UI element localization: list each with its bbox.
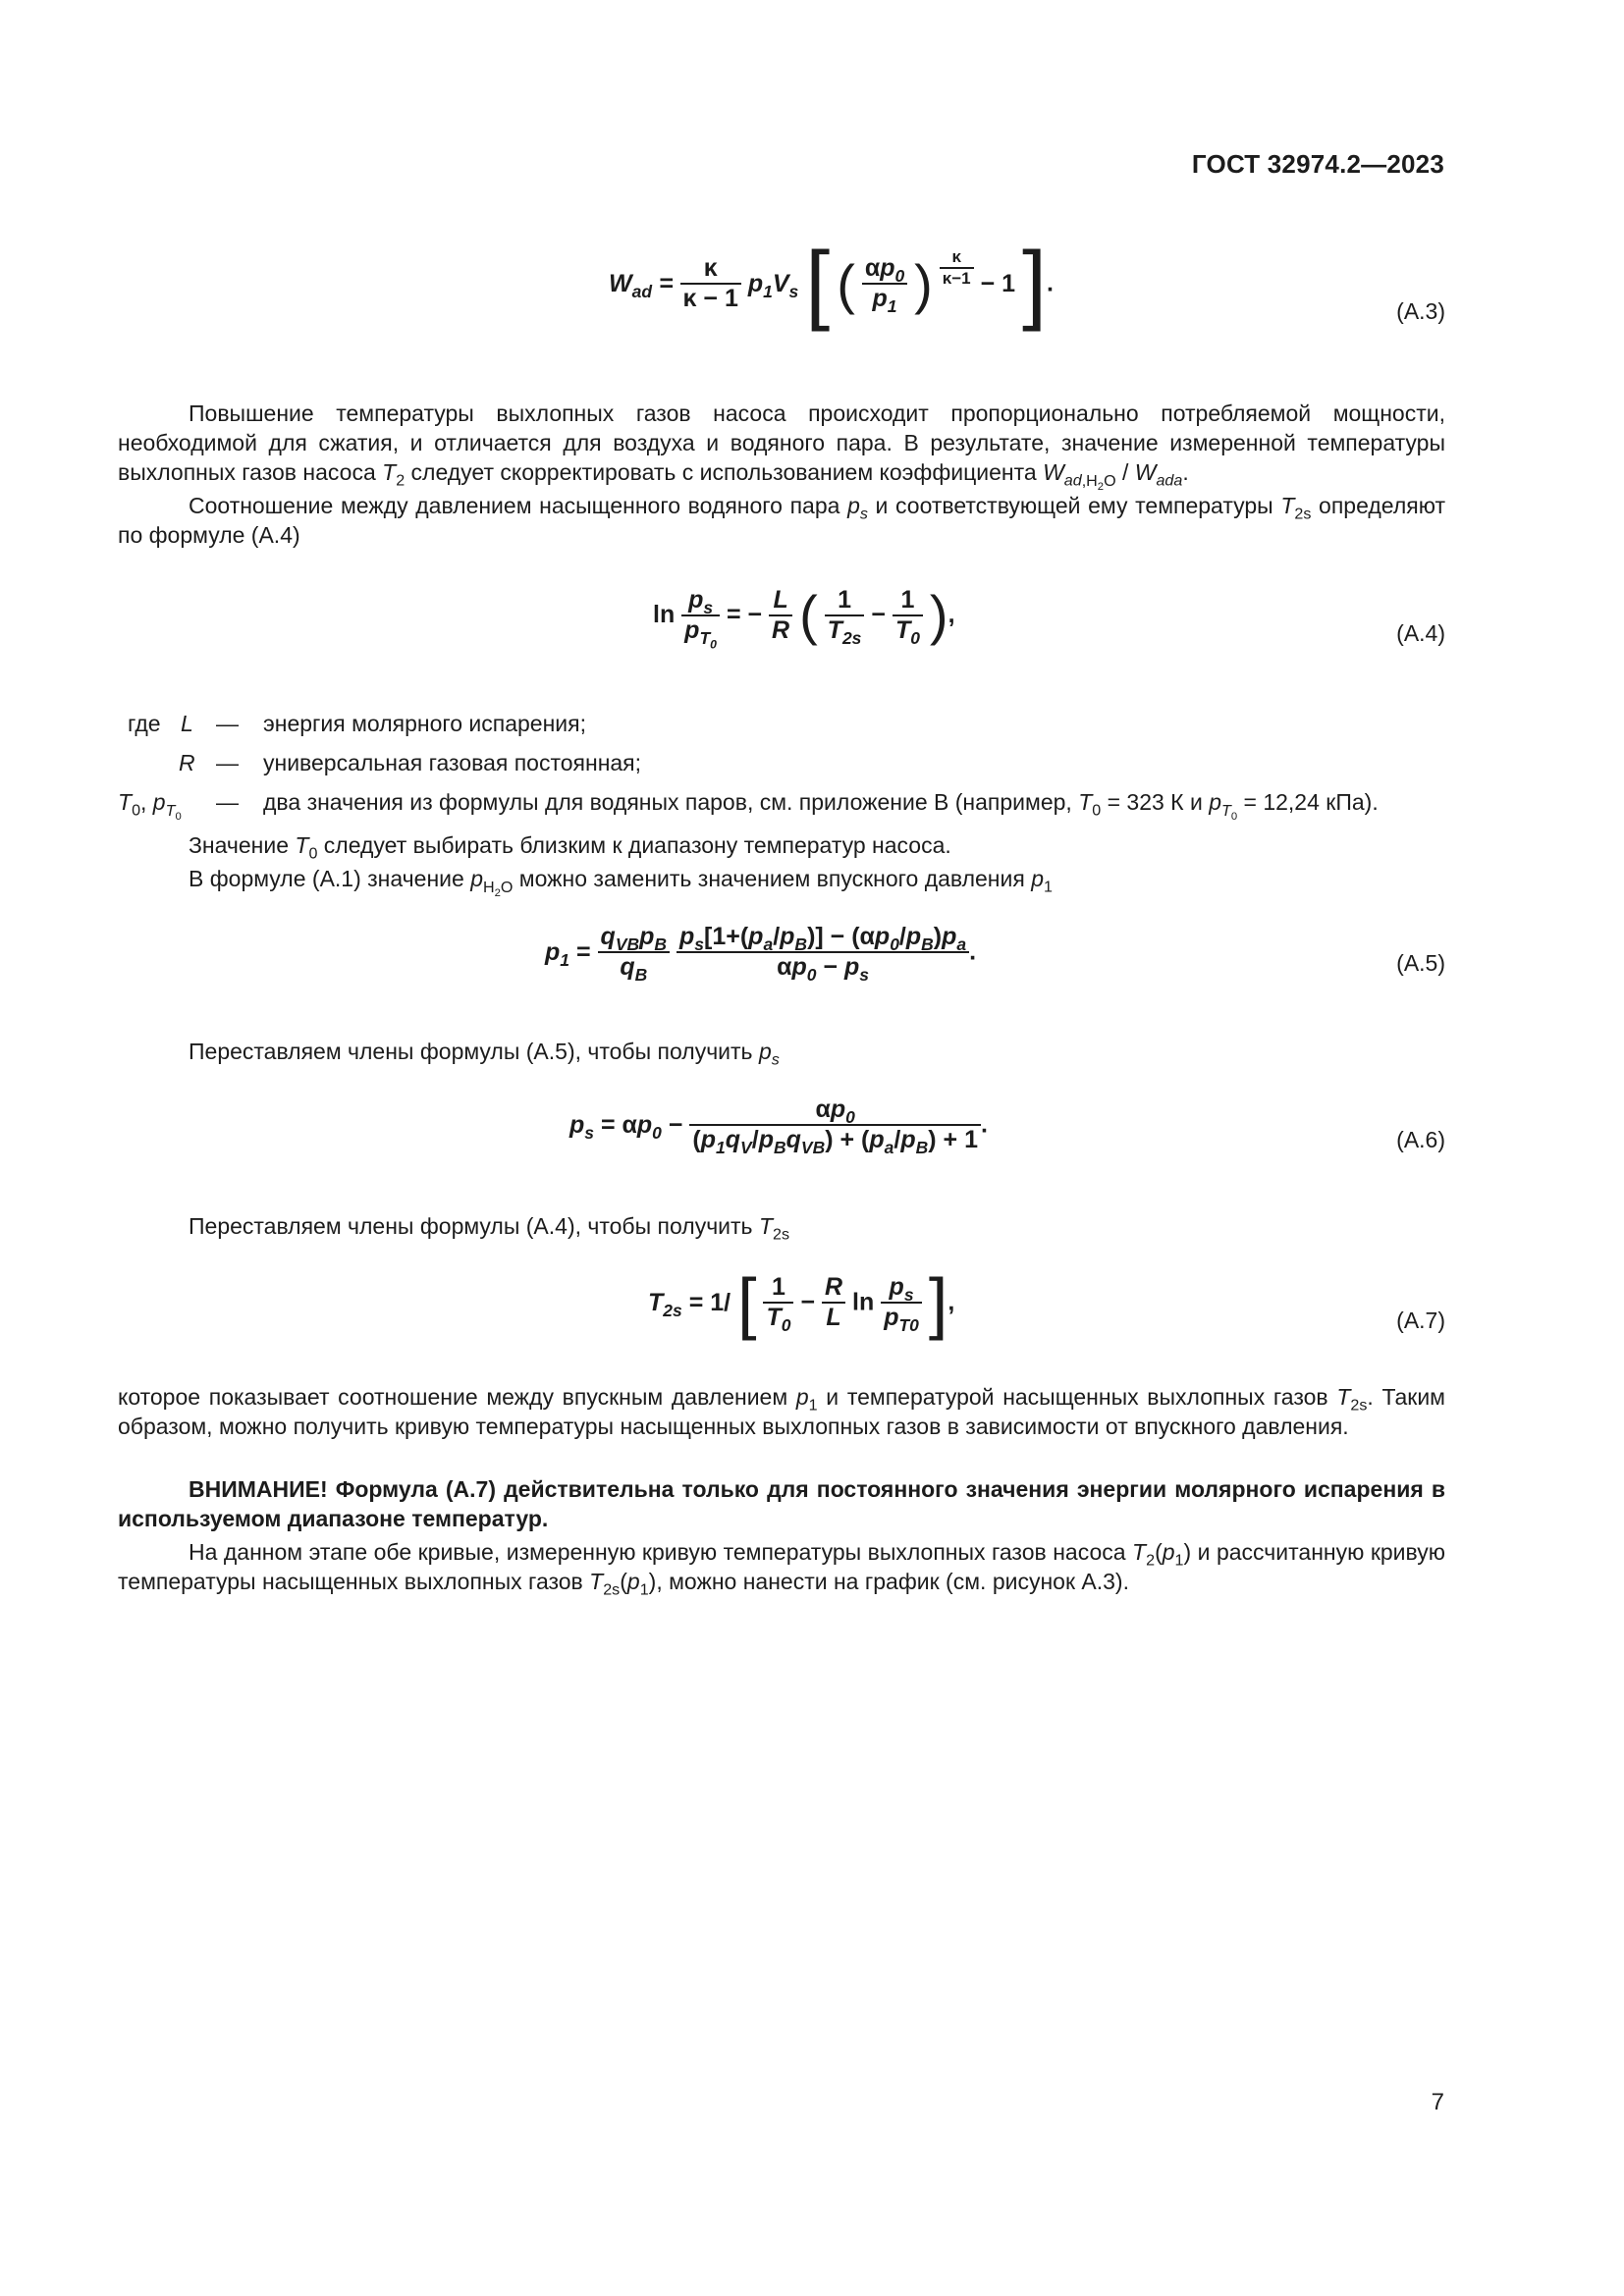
legend-symbol-l: L [181, 711, 193, 736]
legend-item-l [118, 709, 1445, 738]
legend-dash: — [216, 789, 239, 815]
formula-a6: $p_s = \alpha p_0$ − $\frac{\alpha p_0}{(p_1q_V/p_Bq_{VB}) + (p_a/p_B) + 1}$ . [569, 1095, 988, 1157]
equation-a3 [118, 228, 1445, 355]
legend-desc-t0-c: = 12,24 кПа). [1237, 789, 1379, 815]
equation-a4 [118, 577, 1445, 675]
paragraph-6: Переставляем члены формулы (A.4), чтобы получить $T_{2s}$ [189, 1213, 789, 1244]
equation-number-a4: (A.4) [1396, 620, 1445, 646]
paragraph-1: Повышение температуры выхлопных газов насоса происходит пропорционально потребляемой мощности, необходимой для сжатия, и отличается для воздуха и водяного пара. В результате, значение измеренной температуры выхлопных газов насоса $T_2$ следует скорректировать с использованием коэффициента $W_{ad,H_2O} / W_{ada}$. [118, 400, 1445, 493]
formula-a5: $p_1$ = $\frac{q_{VB}p_B}{q_B}$ $\frac{p_s[1+(p_a/p_B)] - (\alpha p_0/p_B)p_a}{\alpha p_0 - p_s}$ . [545, 923, 977, 985]
paragraph-4-text-a: В формуле (A.1) значение [189, 866, 471, 891]
page-number: 7 [1431, 2089, 1444, 2115]
formula-a4: ln $\frac{p_s}{p_{T_0}}$ = − $\frac{L}{R}$ ( $\frac{1}{T_{2s}}$ − $\frac{1}{T_0}$ ), [653, 584, 955, 651]
paragraph-3-text-b: следует выбирать близким к диапазону температур насоса. [317, 832, 951, 858]
paragraph-2-text-c: определяют по формуле (A.4) [118, 493, 1445, 548]
paragraph-7-text-a: которое показывает соотношение между впускным давлением [118, 1384, 796, 1410]
legend-intro: где [128, 711, 161, 736]
paragraph-1-text-b: следует скорректировать с использованием коэффициента [405, 459, 1044, 485]
legend-desc-r: универсальная газовая постоянная; [263, 750, 642, 775]
paragraph-2-text-a: Соотношение между давлением насыщенного водяного пара [189, 493, 848, 518]
equation-number-a5: (A.5) [1396, 950, 1445, 976]
legend-symbol-t0: $T_0$, $p_{T_0}$ [118, 789, 182, 823]
legend-desc-l: энергия молярного испарения; [263, 711, 586, 736]
legend-desc-t0: два значения из формулы для водяных паров, см. приложение В (например, $T_0 = 323$ К и $p_{T_0} = 12,24$ кПа). [263, 789, 1379, 823]
document-header: ГОСТ 32974.2—2023 [1191, 149, 1444, 179]
equation-a5 [118, 915, 1445, 1003]
paragraph-8-text-c: , можно нанести на график (см. рисунок A.3). [656, 1569, 1129, 1594]
legend-dash: — [216, 711, 239, 736]
formula-a3: $W_{ad}$ = $\frac{\kappa}{\kappa - 1}$ $p_1V_s$ [ ( $\frac{\alpha p_0}{p_1}$ ) $\frac{\kappa}{\kappa-1}$ − 1 ]. [609, 235, 1054, 333]
paragraph-2-text-b: и соответствующей ему температуры [867, 493, 1281, 518]
paragraph-5-text: Переставляем члены формулы (A.5), чтобы получить [189, 1039, 759, 1064]
equation-number-a6: (A.6) [1396, 1127, 1445, 1152]
legend-item-r [118, 748, 1445, 777]
paragraph-1-text-a: Повышение температуры выхлопных газов насоса происходит пропорционально потребляемой мощности, необходимой для сжатия, и отличается для воздуха и водяного пара. В результате, значение измеренной температуры выхлопных газов насоса [118, 400, 1445, 485]
legend-desc-t0-a: два значения из формулы для водяных паров, см. приложение В (например, [263, 789, 1079, 815]
legend-dash: — [216, 750, 239, 775]
paragraph-5: Переставляем члены формулы (A.5), чтобы получить $p_s$ [189, 1039, 780, 1069]
equation-a6 [118, 1090, 1445, 1178]
paragraph-7-text-b: и температурой насыщенных выхлопных газов [817, 1384, 1337, 1410]
paragraph-3-text-a: Значение [189, 832, 296, 858]
paragraph-4: В формуле (A.1) значение $p_{H_2O}$ можно заменить значением впускного давления $p_1$ [189, 866, 1053, 899]
equation-a7 [118, 1264, 1445, 1362]
paragraph-8-text-a: На данном этапе обе кривые, измеренную кривую температуры выхлопных газов насоса [189, 1539, 1133, 1565]
legend-desc-t0-b: = 323 К и [1101, 789, 1210, 815]
paragraph-4-text-b: можно заменить значением впускного давления [513, 866, 1032, 891]
legend-item-t0 [118, 787, 1445, 823]
paragraph-8-text-b: и рассчитанную кривую температуры насыщенных выхлопных газов [118, 1539, 1445, 1594]
equation-number-a3: (A.3) [1396, 298, 1445, 324]
warning-paragraph: ВНИМАНИЕ! Формула (A.7) действительна только для постоянного значения энергии молярного испарения в используемом диапазоне температур. [118, 1476, 1445, 1531]
formula-a7: $T_{2s} = 1/$ [ $\frac{1}{T_0}$ − $\frac{R}{L}$ ln $\frac{p_s}{p_{T0}}$ ], [648, 1264, 955, 1341]
equation-number-a7: (A.7) [1396, 1308, 1445, 1333]
legend-symbol-r: R [179, 750, 195, 775]
paragraph-2: Соотношение между давлением насыщенного водяного пара $p_s$ и соответствующей ему температуры $T_{2s}$ определяют по формуле (A.4) [118, 493, 1445, 548]
paragraph-6-text: Переставляем члены формулы (A.4), чтобы получить [189, 1213, 759, 1239]
symbol-legend [118, 709, 1445, 836]
paragraph-3: Значение $T_0$ следует выбирать близким к диапазону температур насоса. [189, 832, 951, 863]
paragraph-8: На данном этапе обе кривые, измеренную кривую температуры выхлопных газов насоса $T_2(p_1)$ и рассчитанную кривую температуры насыщенных выхлопных газов $T_{2s}(p_1)$, можно нанести на график (см. рисунок A.3). [118, 1539, 1445, 1599]
paragraph-7-text-c: . Таким образом, можно получить кривую температуры насыщенных выхлопных газов в зависимости от впускного давления. [118, 1384, 1445, 1439]
paragraph-7: которое показывает соотношение между впускным давлением $p_1$ и температурой насыщенных выхлопных газов $T_{2s}$. Таким образом, можно получить кривую температуры насыщенных выхлопных газов в зависимости от впускного давления. [118, 1384, 1445, 1439]
